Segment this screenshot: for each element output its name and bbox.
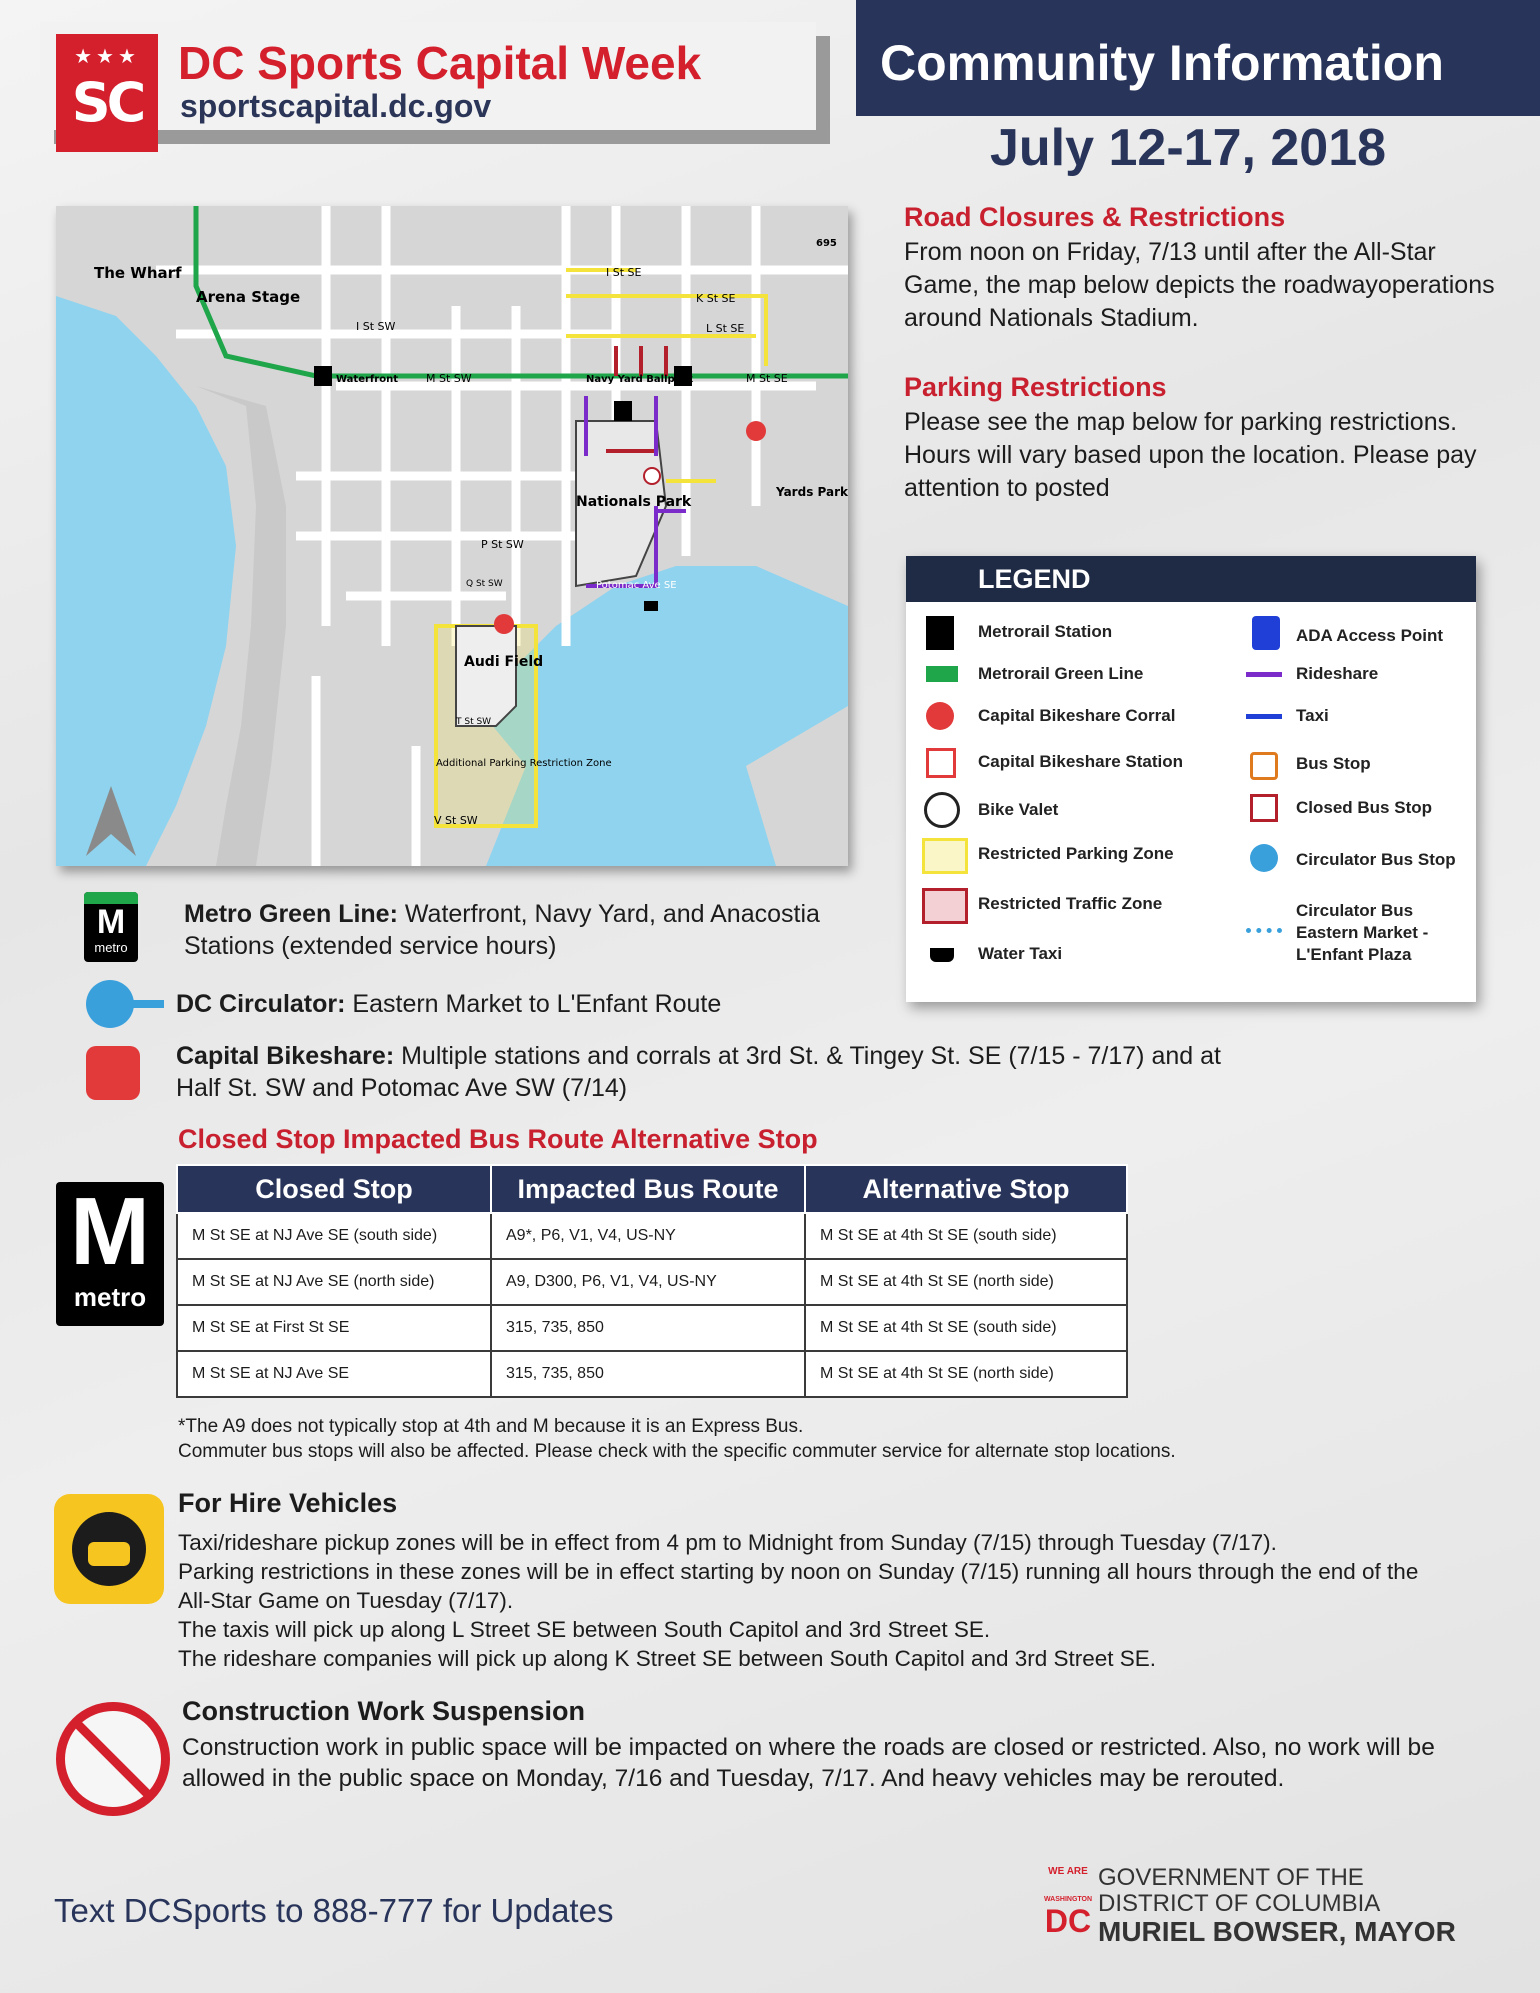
col-impacted-route: Impacted Bus Route: [491, 1165, 805, 1213]
river-west: [56, 296, 236, 866]
circulator-icon-tail: [130, 1000, 164, 1008]
label-wharf: The Wharf: [94, 264, 182, 282]
parking-title: Parking Restrictions: [904, 372, 1167, 402]
legend-metrorail-green-line: Metrorail Green Line: [978, 664, 1144, 683]
bike-valet-icon: [644, 468, 660, 484]
no-construction-icon: [56, 1702, 170, 1816]
bikeshare-corral-icon: [926, 702, 954, 730]
rideshare-swatch: [1246, 672, 1282, 677]
legend-water-taxi: Water Taxi: [978, 944, 1063, 963]
for-hire-title: For Hire Vehicles: [178, 1488, 398, 1518]
for-hire-line-1: Taxi/rideshare pickup zones will be in effect from 4 pm to Midnight from Sunday (7/15) through Tuesday (7/17).: [178, 1530, 1277, 1555]
for-hire-line-3: The taxis will pick up along L Street SE between South Capitol and 3rd Street SE.: [178, 1617, 991, 1642]
bikeshare-info: [176, 1040, 1236, 1104]
closed-stop-cell: M St SE at NJ Ave SE (north side): [177, 1259, 491, 1305]
event-dates: July 12-17, 2018: [990, 119, 1387, 177]
label-i695: 695: [816, 238, 837, 249]
legend-bikeshare-corral: Capital Bikeshare Corral: [978, 706, 1176, 725]
car-icon: [88, 1542, 130, 1566]
label-v-st-sw: V St SW: [434, 814, 478, 827]
circulator-info: [176, 988, 721, 1020]
alt-stop-cell: M St SE at 4th St SE (north side): [805, 1351, 1127, 1397]
bikeshare-icon: [86, 1046, 140, 1100]
label-nationals: Nationals Park: [576, 494, 692, 510]
legend-bike-valet: Bike Valet: [978, 800, 1059, 819]
col-closed-stop: Closed Stop: [177, 1165, 491, 1213]
legend-metrorail-station: Metrorail Station: [978, 622, 1113, 641]
road-closures-text: From noon on Friday, 7/13 until after the All-Star Game, the map below depicts the roadwayoperations around Nationals Stadium.: [904, 238, 1495, 332]
label-i-st-se: I St SE: [606, 266, 642, 279]
route-cell: A9*, P6, V1, V4, US-NY: [491, 1213, 805, 1259]
legend-circulator-stop: Circulator Bus Stop: [1296, 850, 1456, 869]
restricted-traffic-swatch: [922, 888, 968, 924]
parking-text: Please see the map below for parking restrictions. Hours will vary based upon the location. Please pay attention to posted: [904, 408, 1477, 502]
bus-table-header: [177, 1165, 1127, 1213]
metro-icon-label: metro: [94, 940, 128, 955]
bus-table-title: Closed Stop Impacted Bus Route Alternative Stop: [178, 1124, 818, 1154]
table-row: [177, 1351, 1127, 1397]
gov-badge-top: WE ARE: [1048, 1866, 1088, 1877]
gov-line-3: MURIEL BOWSER, MAYOR: [1098, 1916, 1456, 1947]
for-hire-text: [178, 1528, 1448, 1673]
legend-closed-bus-stop: Closed Bus Stop: [1296, 798, 1433, 817]
water-taxi-icon: [644, 601, 658, 611]
legend-bikeshare-station: Capital Bikeshare Station: [978, 752, 1184, 771]
legend-circulator-route: Circulator Bus Eastern Market - L'Enfant Plaza: [1296, 901, 1429, 964]
route-cell: 315, 735, 850: [491, 1305, 805, 1351]
bikeshare-info-text: Multiple stations and corrals at 3rd St. & Tingey St. SE (7/15 - 7/17) and at Half St. SW and Potomac Ave SW (7/14): [176, 1042, 1221, 1102]
metro-green-line-swatch: [926, 666, 958, 682]
legend-restricted-traffic: Restricted Traffic Zone: [978, 894, 1163, 913]
label-audi: Audi Field: [464, 654, 544, 670]
label-m-st-sw: M St SW: [426, 372, 472, 385]
label-q-st-sw: Q St SW: [466, 579, 503, 589]
bikeshare-corral-icon: [746, 421, 766, 441]
area-map: [56, 206, 848, 866]
metro-icon: M metro: [84, 892, 138, 962]
route-cell: 315, 735, 850: [491, 1351, 805, 1397]
metro-info-title: Metro Green Line:: [184, 900, 398, 928]
circulator-info-title: DC Circulator:: [176, 990, 346, 1018]
metro-green-line-info: [184, 898, 824, 962]
metro-logo-icon: M metro: [56, 1182, 164, 1326]
alt-stop-cell: M St SE at 4th St SE (south side): [805, 1213, 1127, 1259]
label-m-st-se: M St SE: [746, 372, 788, 385]
label-k-st-se: K St SE: [696, 292, 736, 305]
bikeshare-station-icon: [926, 748, 956, 778]
gov-badge-mid: WASHINGTON: [1043, 1896, 1093, 1903]
metrorail-station-icon: [926, 616, 954, 650]
col-alternative-stop: Alternative Stop: [805, 1165, 1127, 1213]
bus-table-notes: [178, 1414, 1176, 1464]
waterfront-metro-icon: [314, 366, 332, 386]
alt-stop-cell: M St SE at 4th St SE (north side): [805, 1259, 1127, 1305]
logo-stars: ★★★: [74, 46, 140, 68]
note-commuter: Commuter bus stops will also be affected. Please check with the specific commuter service for alternate stop locations.: [178, 1441, 1176, 1462]
label-t-st-sw: T St SW: [456, 717, 492, 727]
gov-badge-dc: DC: [1044, 1903, 1092, 1939]
circulator-stop-icon: [1250, 844, 1278, 872]
circulator-info-text: Eastern Market to L'Enfant Route: [352, 990, 722, 1018]
audi-field-outline: [456, 626, 516, 726]
table-row: [177, 1259, 1127, 1305]
closed-bus-stop-icon: [1250, 794, 1278, 822]
bikeshare-info-title: Capital Bikeshare:: [176, 1042, 395, 1070]
taxi-swatch: [1246, 714, 1282, 719]
brand-url[interactable]: sportscapital.dc.gov: [180, 88, 492, 124]
note-a9: *The A9 does not typically stop at 4th and M because it is an Express Bus.: [178, 1416, 804, 1437]
label-l-st-se: L St SE: [706, 322, 745, 335]
legend-bus-stop: Bus Stop: [1296, 754, 1371, 773]
navy-yard-metro-icon: [614, 401, 632, 421]
for-hire-line-2: Parking restrictions in these zones will be in effect starting by noon on Sunday (7/15) running all hours through the end of the All-Star Game on Tuesday (7/17).: [178, 1559, 1419, 1613]
bus-table: [176, 1164, 1128, 1398]
closed-stop-cell: M St SE at NJ Ave SE (south side): [177, 1213, 491, 1259]
label-i-st-sw: I St SW: [356, 320, 396, 333]
metro-info-text: Waterfront, Navy Yard, and Anacostia Stations (extended service hours): [184, 900, 820, 960]
label-yards: Yards Park: [776, 485, 848, 499]
route-cell: A9, D300, P6, V1, V4, US-NY: [491, 1259, 805, 1305]
legend-taxi: Taxi: [1296, 706, 1329, 725]
bikeshare-corral-icon-2: [494, 614, 514, 634]
restricted-parking-swatch: [922, 838, 968, 874]
community-title: Community Information: [880, 35, 1444, 91]
label-arena: Arena Stage: [196, 288, 301, 306]
table-row: [177, 1305, 1127, 1351]
map-svg: [56, 206, 848, 866]
circulator-route-swatch: [1246, 928, 1282, 933]
map-legend: [906, 556, 1476, 1002]
construction-title: Construction Work Suspension: [182, 1696, 586, 1726]
for-hire-line-4: The rideshare companies will pick up along K Street SE between South Capitol and 3rd Street SE.: [178, 1646, 1157, 1671]
ada-icon: [1252, 616, 1280, 650]
gov-line-1: GOVERNMENT OF THE: [1098, 1864, 1364, 1891]
closed-stop-cell: M St SE at First St SE: [177, 1305, 491, 1351]
gov-line-2: DISTRICT OF COLUMBIA: [1098, 1890, 1381, 1917]
table-row: [177, 1213, 1127, 1259]
for-hire-vehicle-icon: [54, 1494, 164, 1604]
legend-ada: ADA Access Point: [1296, 626, 1444, 645]
label-waterfront: Waterfront: [336, 374, 398, 385]
alt-stop-cell: M St SE at 4th St SE (south side): [805, 1305, 1127, 1351]
legend-restricted-parking: Restricted Parking Zone: [978, 844, 1174, 863]
water-taxi-icon: [930, 948, 954, 962]
text-updates: Text DCSports to 888-777 for Updates: [54, 1892, 614, 1929]
legend-rideshare: Rideshare: [1296, 664, 1379, 683]
legend-title: LEGEND: [906, 556, 1476, 602]
label-potomac: Potomac Ave SE: [596, 580, 677, 591]
closed-stop-cell: M St SE at NJ Ave SE: [177, 1351, 491, 1397]
sports-capital-logo: [56, 34, 158, 152]
brand-title: DC Sports Capital Week: [178, 37, 702, 89]
label-extra-zone: Additional Parking Restriction Zone: [436, 758, 612, 769]
logo-mark: SC: [71, 71, 143, 134]
label-p-st-sw: P St SW: [481, 538, 524, 551]
road-closures-title: Road Closures & Restrictions: [904, 202, 1286, 232]
bike-valet-icon: [924, 792, 960, 828]
label-navy-yard: Navy Yard Ballpark: [586, 374, 693, 385]
construction-text: Construction work in public space will be impacted on where the roads are closed or restricted. Also, no work will be allowed in the public space on Monday, 7/16 and Tuesday, 7/17. And heavy vehicles may be rerouted.: [182, 1734, 1435, 1792]
bus-stop-icon: [1250, 752, 1278, 780]
circulator-icon: [86, 980, 134, 1028]
metro-logo-label: metro: [73, 1282, 147, 1312]
